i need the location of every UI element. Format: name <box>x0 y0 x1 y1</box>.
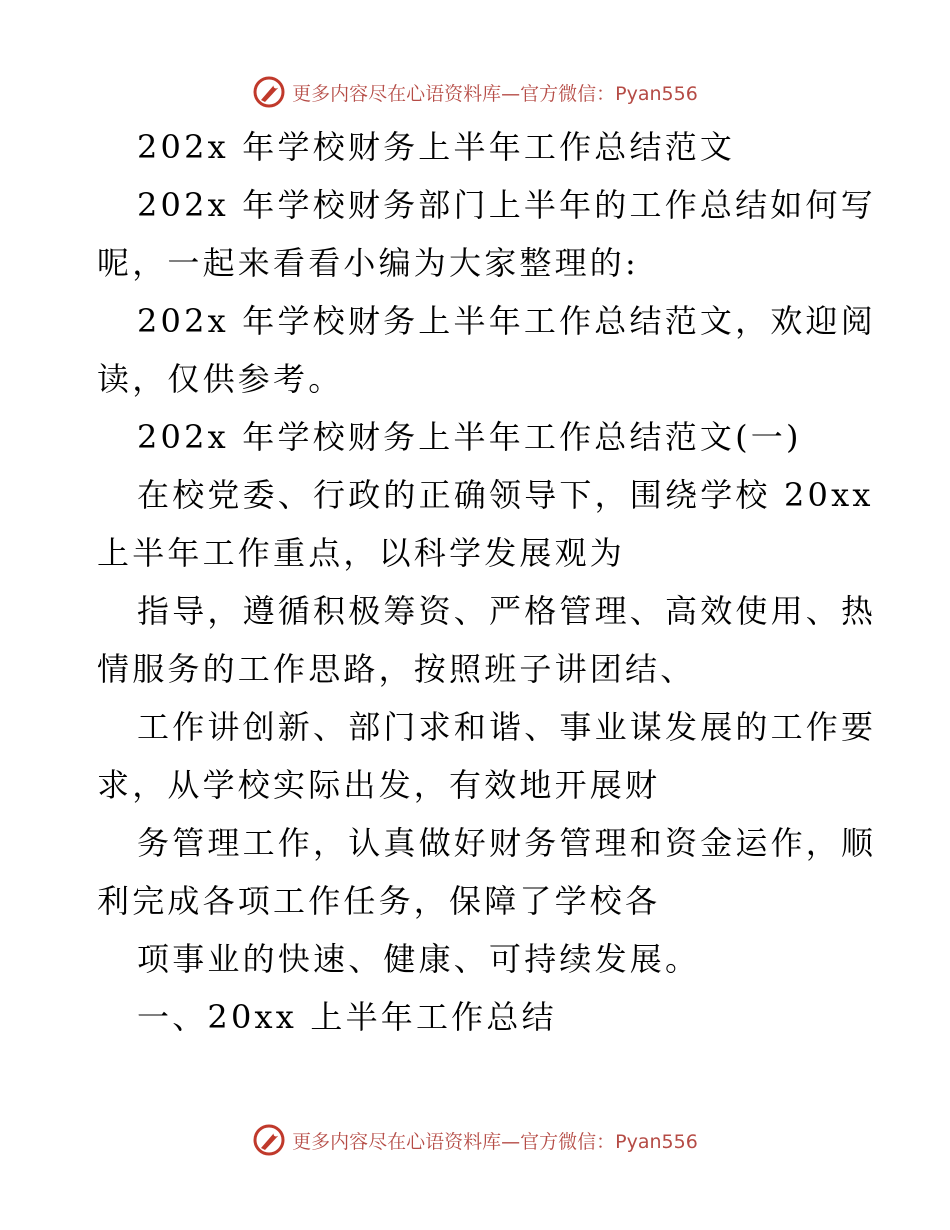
paragraph-line: 项事业的快速、健康、可持续发展。 <box>137 940 701 978</box>
paragraph-line: 在校党委、行政的正确领导下，围绕学校 20xx <box>137 476 874 514</box>
paragraph-line: 利完成各项工作任务，保障了学校各 <box>97 882 661 920</box>
document-body <box>97 118 877 1046</box>
header-banner-text <box>292 79 698 106</box>
paragraph-line: 务管理工作，认真做好财务管理和资金运作，顺 <box>137 824 877 862</box>
header-separator: — <box>501 82 521 105</box>
paragraph-line: 求，从学校实际出发，有效地开展财 <box>97 766 661 804</box>
paragraph-line: 上半年工作重点，以科学发展观为 <box>97 534 626 572</box>
footer-banner <box>0 1120 950 1160</box>
subsection-heading: 一、20xx 上半年工作总结 <box>137 998 557 1036</box>
section-heading: 202x 年学校财务上半年工作总结范文(一) <box>137 418 802 456</box>
footer-separator: — <box>501 1130 521 1153</box>
paragraph-line: 202x 年学校财务上半年工作总结范文，欢迎阅 <box>137 302 876 340</box>
paragraph-line: 指导，遵循积极筹资、严格管理、高效使用、热 <box>137 592 877 630</box>
paragraph-line: 情服务的工作思路，按照班子讲团结、 <box>97 650 696 688</box>
paragraph-line: 202x 年学校财务部门上半年的工作总结如何写 <box>137 186 876 224</box>
footer-contact: 官方微信：Pyan556 <box>520 1130 698 1153</box>
paragraph-line: 读，仅供参考。 <box>97 360 344 398</box>
header-promo: 更多内容尽在心语资料库 <box>292 82 502 105</box>
header-banner <box>0 72 950 112</box>
pen-logo-icon <box>252 1123 286 1157</box>
header-contact: 官方微信：Pyan556 <box>520 82 698 105</box>
doc-title: 202x 年学校财务上半年工作总结范文 <box>137 128 736 166</box>
footer-banner-text <box>292 1127 698 1154</box>
footer-promo: 更多内容尽在心语资料库 <box>292 1130 502 1153</box>
paragraph-line: 呢，一起来看看小编为大家整理的: <box>97 244 639 282</box>
pen-logo-icon <box>252 75 286 109</box>
paragraph-line: 工作讲创新、部门求和谐、事业谋发展的工作要 <box>137 708 877 746</box>
